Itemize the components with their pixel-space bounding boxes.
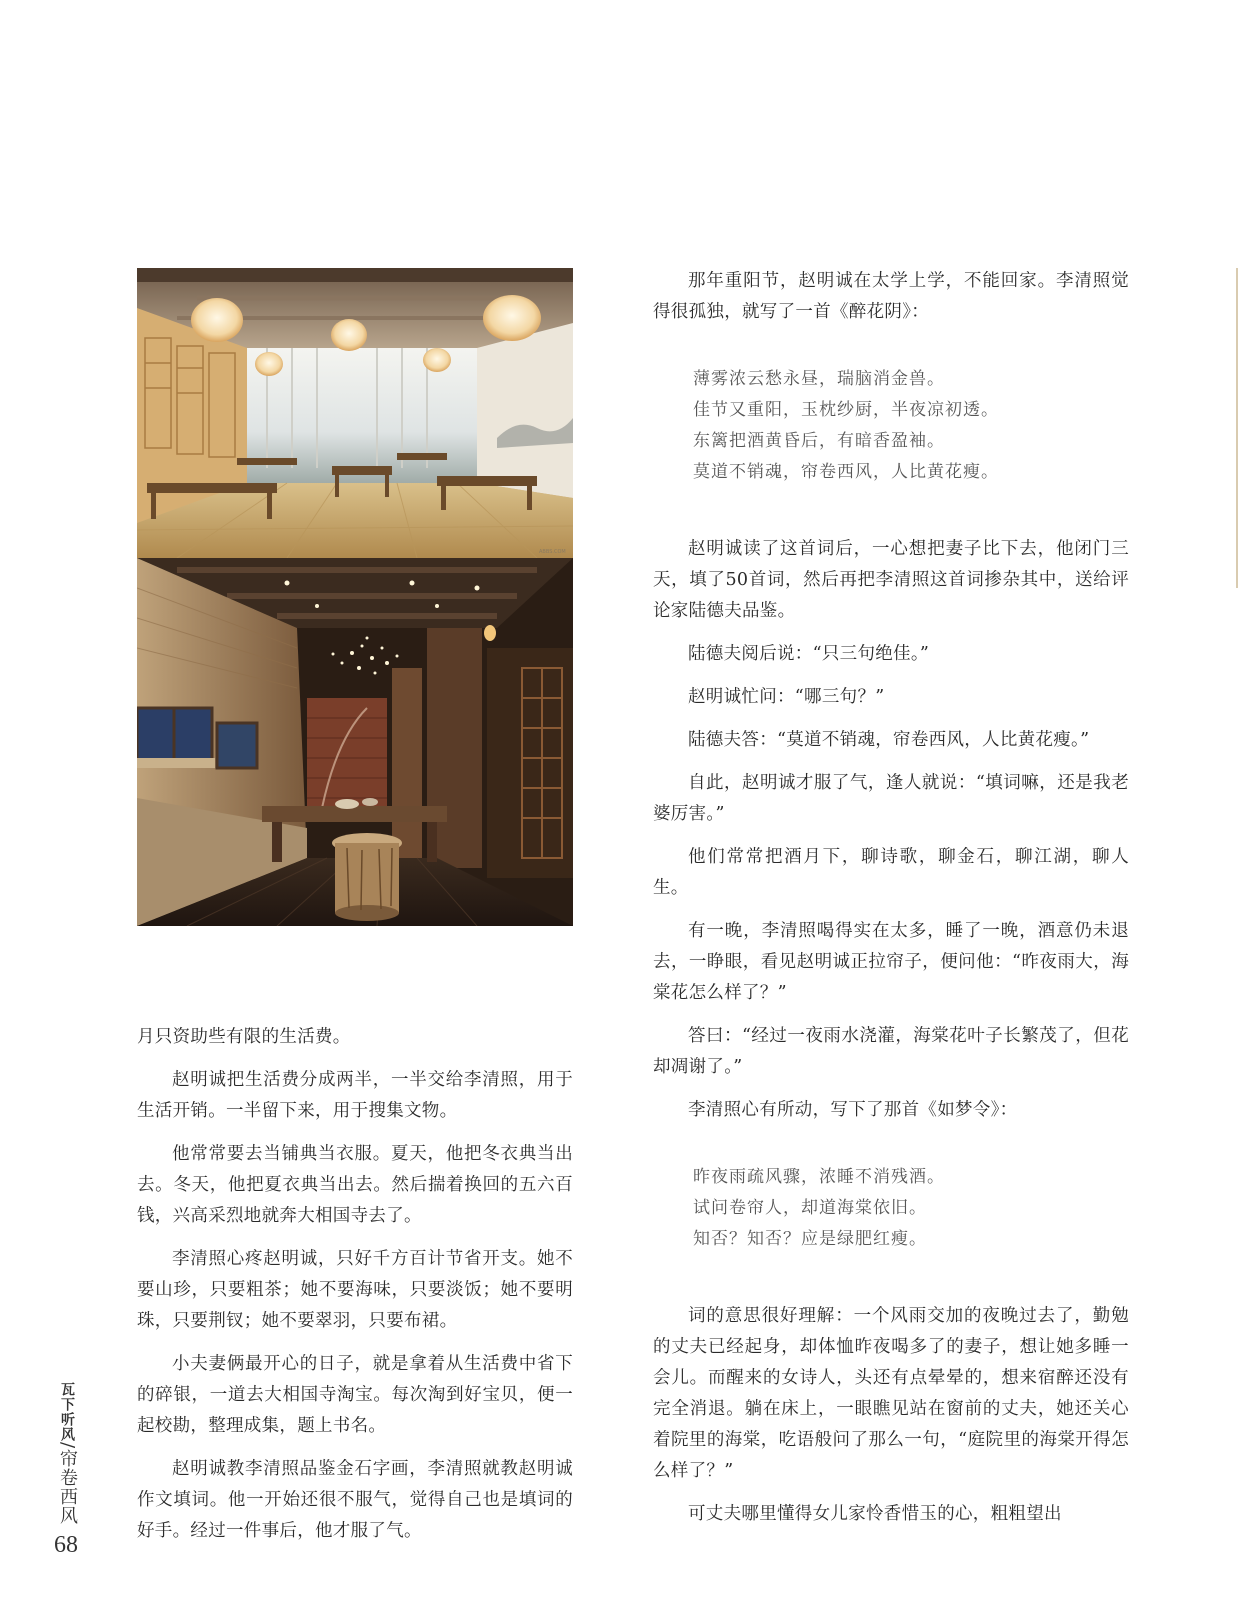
paragraph: 那年重阳节，赵明诚在太学上学，不能回家。李清照觉得很孤独，就写了一首《醉花阴》： <box>653 271 1129 322</box>
article-title: 帘卷西风 <box>57 1449 78 1526</box>
poem-ru-meng-ling <box>653 1162 1129 1255</box>
left-text-column <box>137 1022 573 1559</box>
tea-room-dark-image <box>137 558 573 926</box>
poem-line: 昨夜雨疏风骤，浓睡不消残酒。 <box>693 1167 945 1187</box>
image-watermark: ABBS.COM <box>539 549 566 555</box>
paragraph: 赵明诚把生活费分成两半，一半交给李清照，用于生活开销。一半留下来，用于搜集文物。 <box>137 1070 573 1121</box>
paragraph: 有一晚，李清照喝得实在太多，睡了一晚，酒意仍未退去，一睁眼，看见赵明诚正拉帘子，便问他：“昨夜雨大，海棠花怎么样了？” <box>653 921 1129 1003</box>
poem-line: 试问卷帘人，却道海棠依旧。 <box>693 1198 927 1218</box>
paragraph: 答曰：“经过一夜雨水浇灌，海棠花叶子长繁茂了，但花却凋谢了。” <box>653 1026 1129 1077</box>
paragraph: 自此，赵明诚才服了气，逢人就说：“填词嘛，还是我老婆厉害。” <box>653 773 1129 824</box>
paragraph: 赵明诚教李清照品鉴金石字画，李清照就教赵明诚作文填词。他一开始还很不服气，觉得自己也是填词的好手。经过一件事后，他才服了气。 <box>137 1459 573 1541</box>
poem-line: 东篱把酒黄昏后，有暗香盈袖。 <box>693 431 945 451</box>
column-name: 瓦下听风 <box>59 1382 75 1442</box>
paragraph: 李清照心有所动，写下了那首《如梦令》： <box>688 1100 1018 1120</box>
poem-zui-hua-yin <box>653 364 1129 488</box>
paragraph: 赵明诚忙问：“哪三句？” <box>688 687 885 707</box>
vertical-column-title <box>56 1382 80 1525</box>
poem-line: 知否？知否？应是绿肥红瘦。 <box>693 1229 927 1249</box>
paragraph: 陆德夫答：“莫道不销魂，帘卷西风，人比黄花瘦。” <box>688 730 1090 750</box>
poem-line: 薄雾浓云愁永昼，瑞脑消金兽。 <box>693 369 945 389</box>
page-number: 68 <box>54 1532 78 1558</box>
tea-room-photo-top <box>137 268 573 558</box>
paragraph: 李清照心疼赵明诚，只好千方百计节省开支。她不要山珍，只要粗茶；她不要海味，只要淡饭；她不要明珠，只要荆钗；她不要翠羽，只要布裙。 <box>137 1249 573 1331</box>
page-edge-mark <box>1236 268 1238 588</box>
poem-line: 佳节又重阳，玉枕纱厨，半夜凉初透。 <box>693 400 999 420</box>
paragraph: 词的意思很好理解：一个风雨交加的夜晚过去了，勤勉的丈夫已经起身，却体恤昨夜喝多了的妻子，想让她多睡一会儿。而醒来的女诗人，头还有点晕晕的，想来宿醉还没有完全消退。躺在床上，一眼瞧见站在窗前的丈夫，她还关心着院里的海棠，吃语般问了那么一句，“庭院里的海棠开得怎么样了？” <box>653 1306 1129 1481</box>
paragraph: 月只资助些有限的生活费。 <box>137 1027 351 1047</box>
paragraph: 小夫妻俩最开心的日子，就是拿着从生活费中省下的碎银，一道去大相国寺淘宝。每次淘到好宝贝，便一起校勘，整理成集，题上书名。 <box>137 1354 573 1436</box>
paragraph: 可丈夫哪里懂得女儿家怜香惜玉的心，粗粗望出 <box>688 1504 1062 1524</box>
poem-line: 莫道不销魂，帘卷西风，人比黄花瘦。 <box>693 462 999 482</box>
tea-room-photo-bottom <box>137 558 573 926</box>
right-text-column <box>653 266 1129 1542</box>
paragraph: 他们常常把酒月下，聊诗歌，聊金石，聊江湖，聊人生。 <box>653 847 1129 898</box>
tea-room-bright-image <box>137 268 573 558</box>
paragraph: 陆德夫阅后说：“只三句绝佳。” <box>688 644 930 664</box>
title-separator: / <box>57 1442 78 1450</box>
paragraph: 他常常要去当铺典当衣服。夏天，他把冬衣典当出去。冬天，他把夏衣典当出去。然后揣着换回的五六百钱，兴高采烈地就奔大相国寺去了。 <box>137 1144 573 1226</box>
paragraph: 赵明诚读了这首词后，一心想把妻子比下去，他闭门三天，填了50首词，然后再把李清照这首词掺杂其中，送给评论家陆德夫品鉴。 <box>653 539 1129 621</box>
